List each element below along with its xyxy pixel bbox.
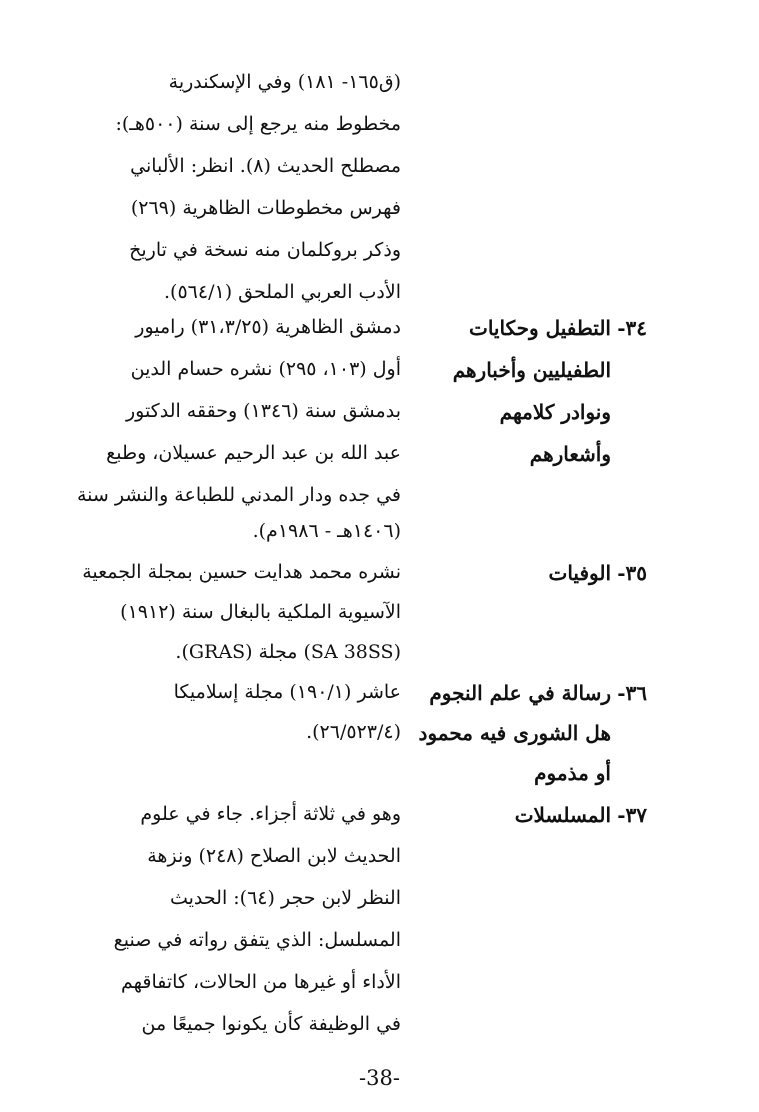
entry-title-line: وأشعارهم <box>529 442 611 466</box>
body-line: وهو في ثلاثة أجزاء. جاء في علوم <box>140 803 401 825</box>
body-line: (٢٦/٥٢٣/٤). <box>306 721 401 743</box>
body-line: الحديث لابن الصلاح (٢٤٨) ونزهة <box>147 845 401 867</box>
entry-title-line: أو مذموم <box>534 761 611 785</box>
body-line: أول (١٠٣، ٢٩٥) نشره حسام الدين <box>130 358 401 380</box>
body-line: النظر لابن حجر (٦٤): الحديث <box>169 887 401 909</box>
entry-number: ٣٦- <box>617 681 647 705</box>
body-line: دمشق الظاهرية (٣١،٣/٢٥) راميور <box>135 316 401 338</box>
entry-title-line: المسلسلات <box>514 803 611 827</box>
body-line: (ق١٦٥- ١٨١) وفي الإسكندرية <box>168 71 401 93</box>
entry-title-line: هل الشورى فيه محمود <box>418 721 611 745</box>
body-line: نشره محمد هدايت حسين بمجلة الجمعية <box>82 561 401 583</box>
body-line: (SA 38SS) مجلة (GRAS). <box>175 641 401 663</box>
entry-title-line: رسالة في علم النجوم <box>429 681 611 705</box>
body-line: الآسيوية الملكية بالبغال سنة (١٩١٢) <box>120 601 401 623</box>
body-line: في الوظيفة كأن يكونوا جميعًا من <box>141 1013 401 1035</box>
entry-number: ٣٥- <box>617 561 647 585</box>
body-line: عاشر (١٩٠/١) مجلة إسلاميكا <box>173 681 401 703</box>
body-line: مصطلح الحديث (٨). انظر: الألباني <box>130 155 401 177</box>
body-line: في جده ودار المدني للطباعة والنشر سنة <box>76 484 401 506</box>
body-line: المسلسل: الذي يتفق رواته في صنيع <box>113 929 401 951</box>
entry-title-line: التطفيل وحكايات <box>468 316 611 340</box>
entry-title-line: ونوادر كلامهم <box>499 400 611 424</box>
entry-number: ٣٧- <box>617 803 647 827</box>
entry-number: ٣٤- <box>617 316 647 340</box>
page-number: -38- <box>359 1066 400 1090</box>
body-line: (١٤٠٦هـ - ١٩٨٦م). <box>252 520 401 542</box>
body-line: بدمشق سنة (١٣٤٦) وحققه الدكتور <box>125 400 401 422</box>
body-line: وذكر بروكلمان منه نسخة في تاريخ <box>129 239 401 261</box>
body-line: فهرس مخطوطات الظاهرية (٢٦٩) <box>130 197 401 219</box>
entry-title-line: الوفيات <box>548 561 611 585</box>
body-line: مخطوط منه يرجع إلى سنة (٥٠٠هـ): <box>115 113 401 135</box>
body-line: الأداء أو غيرها من الحالات، كاتفاقهم <box>120 971 401 993</box>
entry-title-line: الطفيليين وأخبارهم <box>452 358 611 382</box>
body-line: عبد الله بن عبد الرحيم عسيلان، وطبع <box>106 442 401 464</box>
body-line: الأدب العربي الملحق (٥٦٤/١). <box>164 281 401 303</box>
